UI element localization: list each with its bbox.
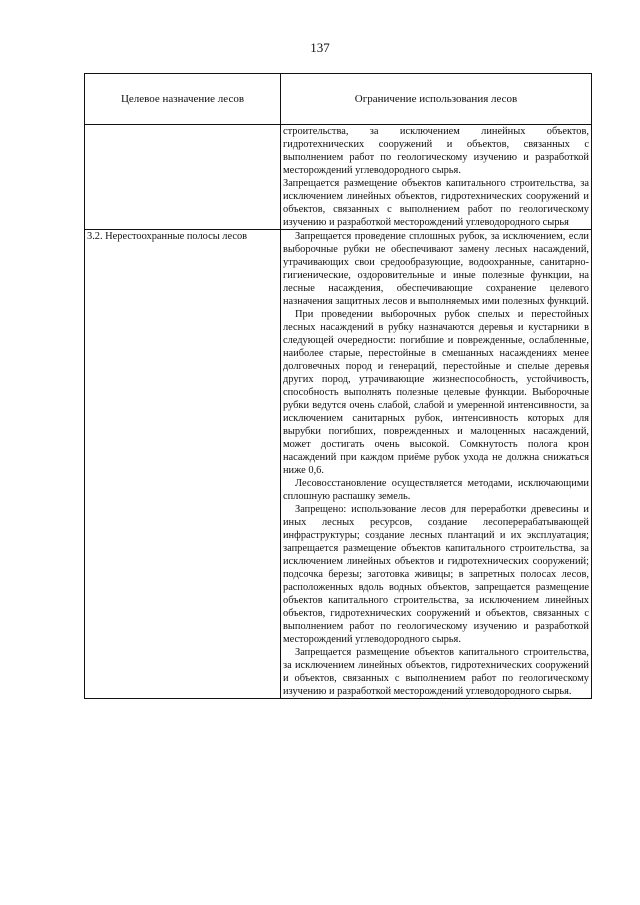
row1-paragraph-2: Запрещается размещение объектов капитального строительства, за исключением линейных объектов, гидротехнических сооружений и объектов, связанных с выполнением работ по геологическому изучению и разработкой месторождений углеводородного сырья [283, 178, 589, 228]
row2-paragraph-3: Лесовосстановление осуществляется методами, исключающими сплошную распашку земель. [283, 478, 589, 502]
row2-paragraph-1: Запрещается проведение сплошных рубок, за исключением, если выборочные рубки не обеспечивают замену лесных насаждений, утрачивающих свои средообразующие, водоохранные, санитарно-гигиенические, оздоровительные и иные полезные функции, на лесные насаждения, обеспечивающие сохранение целевого назначения защитных лесов и выполняемых ими полезных функций. [283, 231, 589, 307]
row2-purpose-cell: 3.2. Нерестоохранные полосы лесов [85, 230, 281, 699]
table-header-row [85, 74, 592, 125]
row1-restriction-cell [281, 125, 592, 230]
page-number: 137 [310, 40, 330, 55]
row1-purpose-cell [85, 125, 281, 230]
row2-paragraph-4: Запрещено: использование лесов для переработки древесины и иных лесных ресурсов, создание лесоперерабатывающей инфраструктуры; создание лесных плантаций и их эксплуатация; запрещается размещение объектов капитального строительства, за исключением линейных объектов и гидротехнических сооружений; подсочка березы; заготовка живицы; в запретных полосах лесов, расположенных вдоль водных объектов, запрещается размещение объектов капитального строительства, за исключением линейных объектов, гидротехнических сооружений и объектов, связанных с выполнением работ по геологическому изучению и разработкой месторождений углеводородного сырья. [283, 504, 589, 645]
row2-paragraph-2: При проведении выборочных рубок спелых и перестойных лесных насаждений в рубку назначаются деревья и кустарники в следующей очередности: погибшие и поврежденные, ослабленные, наиболее старые, перестойные в смешанных насаждениях менее долговечных пород и генераций, перестойные и спелые деревья других пород, утрачивающие жизнеспособность, устойчивость, способность выполнять полезные целевые функции. Выборочные рубки ведутся очень слабой, слабой и умеренной интенсивности, за исключением санитарных рубок, интенсивность которых для вырубки погибших, поврежденных и малоценных насаждений, может достигать очень высокой. Сомкнутость полога крон насаждений при каждом приёме рубок ухода не должна снижаться ниже 0,6. [283, 309, 589, 476]
header-purpose: Целевое назначение лесов [85, 74, 281, 125]
forest-restrictions-table [84, 73, 592, 699]
table-row [85, 230, 592, 699]
table-row [85, 125, 592, 230]
row2-paragraph-5: Запрещается размещение объектов капитального строительства, за исключением линейных объектов, гидротехнических сооружений и объектов, связанных с выполнением работ по геологическому изучению и разработкой месторождений углеводородного сырья. [283, 647, 589, 697]
row1-paragraph-1: строительства, за исключением линейных объектов, гидротехнических сооружений и объектов, связанных с выполнением работ по геологическому изучению и разработкой месторождений углеводородного сырья. [283, 126, 589, 176]
row2-restriction-cell [281, 230, 592, 699]
header-restriction: Ограничение использования лесов [281, 74, 592, 125]
